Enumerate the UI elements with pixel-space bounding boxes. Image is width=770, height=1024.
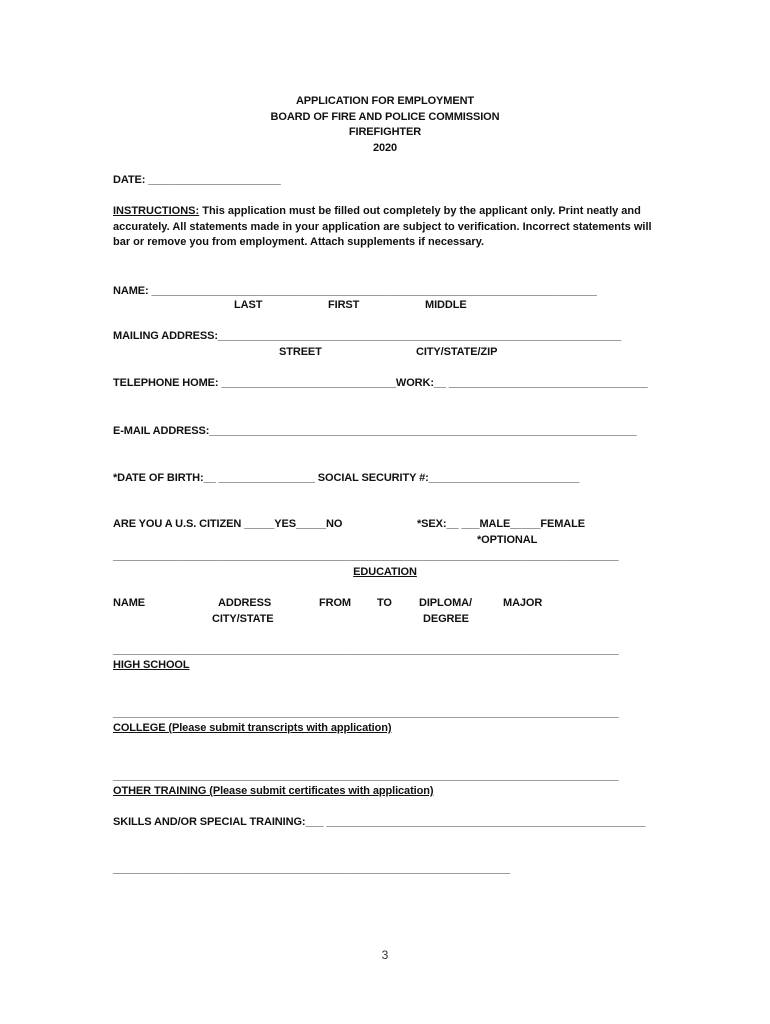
edu-col-city-state: CITY/STATE (212, 613, 274, 625)
edu-col-from: FROM (319, 597, 351, 609)
header-year: 2020 (372, 142, 398, 154)
mailing-address-field[interactable]: MAILING ADDRESS:___________________________________________________________________ (113, 330, 622, 342)
skills-continuation-line[interactable]: __________________________________________________________________ (113, 863, 511, 875)
name-last-label: LAST (234, 299, 263, 311)
instructions-text: This application must be filled out completely by the applicant only. Print neatly and accurately. All statements made in your application are subject to verification. Incorrect statements will bar or remove you from employment. Attach supplements if necessary. (113, 205, 652, 248)
name-middle-label: MIDDLE (425, 299, 467, 311)
skills-field[interactable]: SKILLS AND/OR SPECIAL TRAINING:___ _____________________________________________________ (113, 816, 646, 828)
header-board: BOARD OF FIRE AND POLICE COMMISSION (270, 111, 500, 123)
optional-note: *OPTIONAL (477, 534, 538, 546)
high-school-label: HIGH SCHOOL (113, 659, 190, 671)
page-number: 3 (381, 948, 389, 962)
instructions (113, 204, 658, 251)
name-first-label: FIRST (328, 299, 360, 311)
college-label: COLLEGE (Please submit transcripts with application) (113, 722, 392, 734)
email-field[interactable]: E-MAIL ADDRESS:_______________________________________________________________________ (113, 425, 637, 437)
edu-col-major: MAJOR (503, 597, 543, 609)
instructions-label: INSTRUCTIONS: (113, 205, 200, 217)
citizen-field[interactable]: ARE YOU A U.S. CITIZEN _____YES_____NO (113, 518, 343, 530)
other-training-label: OTHER TRAINING (Please submit certificates with application) (113, 785, 434, 797)
edu-col-to: TO (377, 597, 392, 609)
edu-col-address: ADDRESS (218, 597, 272, 609)
edu-col-name: NAME (113, 597, 145, 609)
street-label: STREET (279, 346, 322, 358)
date-field[interactable]: DATE: ______________________ (113, 174, 281, 186)
divider-line: ____________________________________________________________________________________ (113, 550, 619, 562)
high-school-line[interactable]: ____________________________________________________________________________________ (113, 644, 619, 656)
sex-field[interactable]: *SEX:__ ___MALE_____FEMALE (417, 518, 585, 530)
edu-col-degree: DEGREE (423, 613, 469, 625)
name-field[interactable]: NAME: __________________________________________________________________________ (113, 285, 597, 297)
city-state-zip-label: CITY/STATE/ZIP (416, 346, 498, 358)
dob-ssn-field[interactable]: *DATE OF BIRTH:__ ________________ SOCIAL SECURITY #:_________________________ (113, 472, 580, 484)
header-position: FIREFIGHTER (348, 126, 422, 138)
other-training-line[interactable]: ____________________________________________________________________________________ (113, 770, 619, 782)
edu-col-diploma: DIPLOMA/ (419, 597, 472, 609)
college-line[interactable]: ____________________________________________________________________________________ (113, 707, 619, 719)
telephone-field[interactable]: TELEPHONE HOME: _____________________________WORK:__ _________________________________ (113, 377, 648, 389)
education-title: EDUCATION (353, 566, 417, 578)
header-title: APPLICATION FOR EMPLOYMENT (295, 95, 475, 107)
